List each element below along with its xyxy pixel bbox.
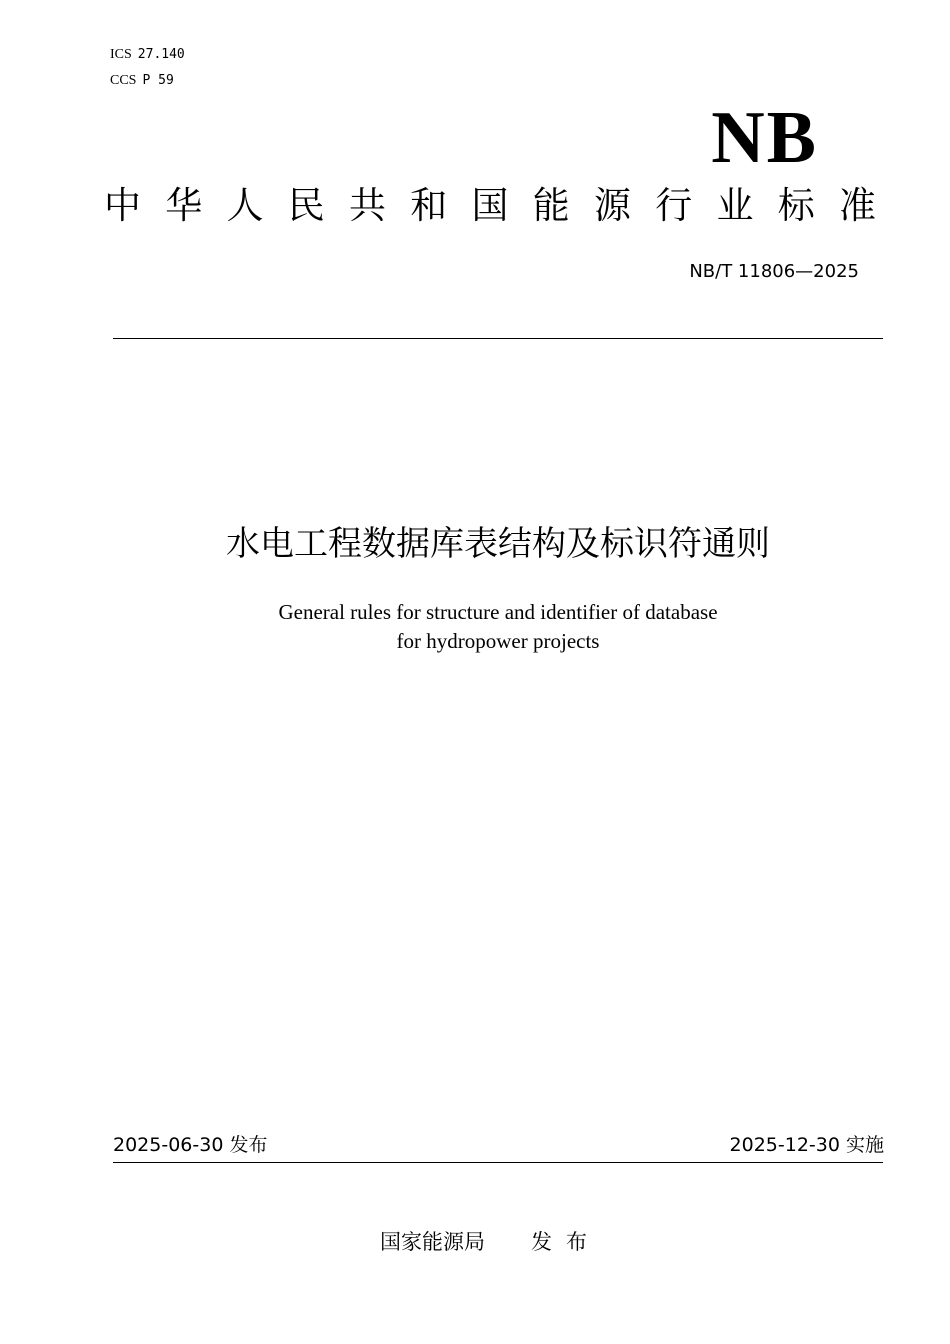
english-title-line: for hydropower projects <box>396 629 600 653</box>
org-char: 和 <box>410 184 448 227</box>
standard-code: NB/T 11806—2025 <box>689 261 859 282</box>
issuer-action <box>531 1230 587 1254</box>
org-char: 源 <box>594 184 631 227</box>
implementation-date-suffix: 实施 <box>845 1134 884 1156</box>
footer-divider <box>113 1162 883 1163</box>
issuing-authority <box>380 1228 587 1256</box>
ics-classification <box>110 46 185 64</box>
org-char: 准 <box>839 184 876 227</box>
issuer-name: 国家能源局 <box>380 1230 485 1254</box>
issue-date <box>113 1132 267 1158</box>
org-char: 共 <box>349 184 386 227</box>
org-char: 能 <box>532 184 570 227</box>
header-divider <box>113 338 883 339</box>
issue-date-suffix: 发布 <box>229 1134 268 1156</box>
issue-date-value: 2025-06-30 <box>113 1134 224 1156</box>
org-char: 标 <box>777 184 815 227</box>
org-char: 国 <box>471 184 509 227</box>
org-char: 行 <box>655 184 693 227</box>
document-title-english <box>0 598 950 656</box>
org-char: 业 <box>716 184 754 227</box>
document-title-chinese: 水电工程数据库表结构及标识符通则 <box>226 524 770 564</box>
issuer-action-char: 发 <box>531 1230 552 1254</box>
ics-value: 27.140 <box>137 47 185 62</box>
org-char: 人 <box>226 184 264 227</box>
ccs-value: P 59 <box>142 73 174 88</box>
ccs-label: CCS <box>110 73 137 88</box>
standard-organization <box>104 184 876 228</box>
org-char: 中 <box>104 184 141 227</box>
implementation-date <box>730 1132 884 1158</box>
org-char: 民 <box>287 184 325 227</box>
nb-logo: NB <box>711 97 818 179</box>
org-char: 华 <box>165 184 203 227</box>
implementation-date-value: 2025-12-30 <box>729 1134 840 1156</box>
english-title-line: General rules for structure and identifier of database <box>278 600 718 624</box>
ics-label: ICS <box>110 47 132 62</box>
ccs-classification <box>110 72 174 90</box>
issuer-action-char: 布 <box>566 1230 587 1254</box>
